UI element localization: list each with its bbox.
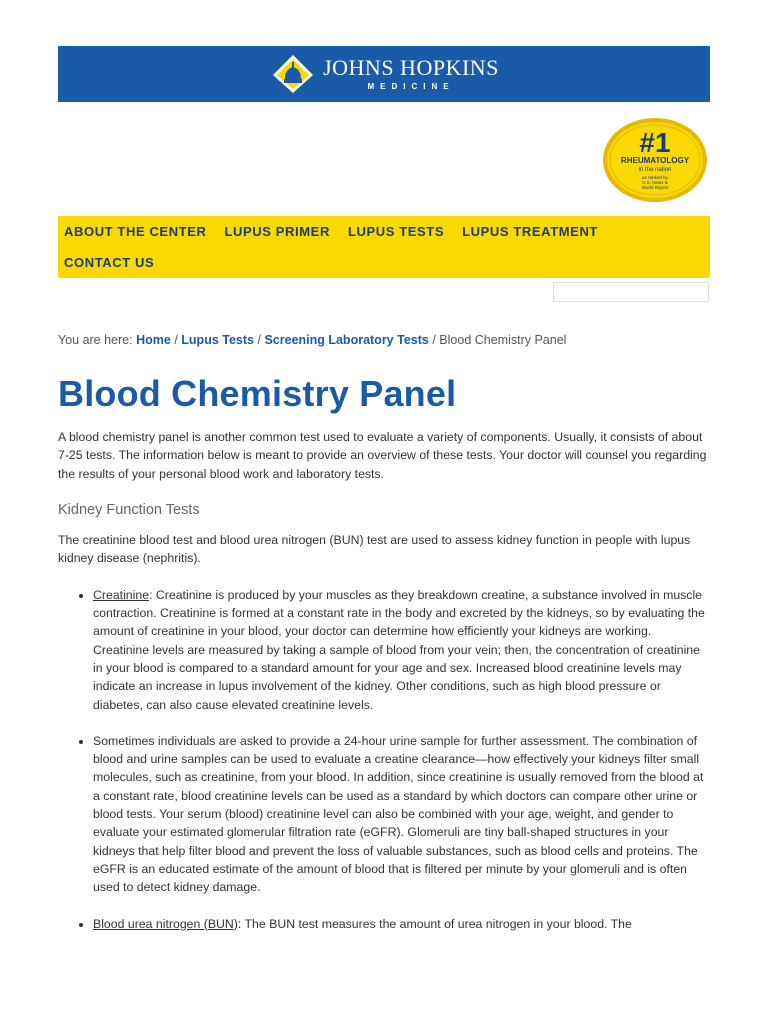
breadcrumb-current: Blood Chemistry Panel (439, 333, 567, 347)
breadcrumb-home-link[interactable]: Home (136, 333, 171, 347)
list-item-creatinine (93, 586, 710, 714)
bun-term-link[interactable]: Blood urea nitrogen (BUN) (93, 916, 238, 931)
badge-l3: as ranked by (642, 175, 668, 180)
list-item-text: : The BUN test measures the amount of urea nitrogen in your blood. The (237, 916, 632, 931)
intro-paragraph: A blood chemistry panel is another common test used to evaluate a variety of components. Usually, it consists of about 7-25 tests. The information below is meant to provide an overview of these tests. Your doctor will counsel you regarding the results of your personal blood work and laboratory tests. (58, 430, 707, 481)
list-item-urine-sample (93, 732, 710, 897)
johns-hopkins-logo[interactable] (269, 53, 499, 95)
rheumatology-rank-badge (601, 116, 709, 204)
breadcrumb-screening-tests-link[interactable]: Screening Laboratory Tests (264, 333, 429, 347)
test-list (58, 586, 710, 933)
list-item-text: : Creatinine is produced by your muscles as they breakdown creatine, a substance involved in muscle contraction. Creatinine is formed at a constant rate in the body and excreted by the kidneys, so by evaluating the amount of creatinine in your blood, your doctor can determine how efficiently your kidneys are working. Creatinine levels are measured by taking a sample of blood from your vein; then, the concentration of creatinine in your blood is compared to a standard amount for your age and sex. Increased blood creatinine levels may indicate an increase in lupus involvement of the kidney. Other conditions, such as high blood pressure or diabetes, can also cause elevated creatinine levels. (93, 587, 705, 712)
breadcrumb (58, 333, 566, 347)
creatinine-term-link[interactable]: Creatinine (93, 587, 150, 602)
nav-contact-us[interactable]: CONTACT US (64, 255, 155, 270)
article-content (58, 428, 710, 951)
section-heading: Kidney Function Tests (58, 501, 200, 518)
search-input[interactable] (553, 282, 709, 302)
list-item-text: Sometimes individuals are asked to provide a 24-hour urine sample for further assessment. The combination of blood and urine samples can be used to evaluate a creatine clearance—how effectively your kidneys filter small molecules, such as creatinine, from your blood. In addition, since creatinine is usually removed from the blood at a constant rate, blood creatinine levels can be used as a standard by which doctors can compare other urine or blood tests. Your serum (blood) creatinine level can also be combined with your age, weight, and gender to evaluate your estimated glomerular filtration rate (eGFR). Glomeruli are tiny ball-shaped structures in your kidneys that help filter blood and prevent the loss of valuable substances, such as blood cells and proteins. The eGFR is an educated estimate of the amount of blood that is filtered per minute by your glomeruli and is often used to detect kidney damage. (93, 733, 704, 895)
badge-seal-icon (601, 116, 709, 204)
badge-l4: U.S. News & (642, 180, 668, 185)
logo-subtitle: MEDICINE (367, 82, 455, 91)
breadcrumb-prefix: You are here: (58, 333, 133, 347)
main-navigation (58, 216, 710, 278)
breadcrumb-separator: / (174, 333, 178, 347)
badge-spec: RHEUMATOLOGY (620, 156, 690, 165)
badge-rank: #1 (639, 127, 671, 158)
breadcrumb-separator: / (257, 333, 261, 347)
badge-l2: in the nation (638, 167, 672, 173)
badge-l5: World Report (641, 185, 669, 190)
breadcrumb-lupus-tests-link[interactable]: Lupus Tests (181, 333, 254, 347)
breadcrumb-separator: / (432, 333, 436, 347)
list-item-bun (93, 915, 710, 933)
nav-about-the-center[interactable]: ABOUT THE CENTER (64, 224, 207, 239)
section-intro-paragraph: The creatinine blood test and blood urea nitrogen (BUN) test are used to assess kidney function in people with lupus kidney disease (nephritis). (58, 533, 691, 566)
nav-lupus-primer[interactable]: LUPUS PRIMER (224, 224, 330, 239)
nav-lupus-tests[interactable]: LUPUS TESTS (347, 224, 445, 239)
nav-lupus-treatment[interactable]: LUPUS TREATMENT (462, 224, 598, 239)
dome-shield-icon (269, 53, 317, 95)
site-header (58, 46, 710, 102)
page-title: Blood Chemistry Panel (58, 373, 457, 414)
logo-name: JOHNS HOPKINS (323, 55, 499, 80)
